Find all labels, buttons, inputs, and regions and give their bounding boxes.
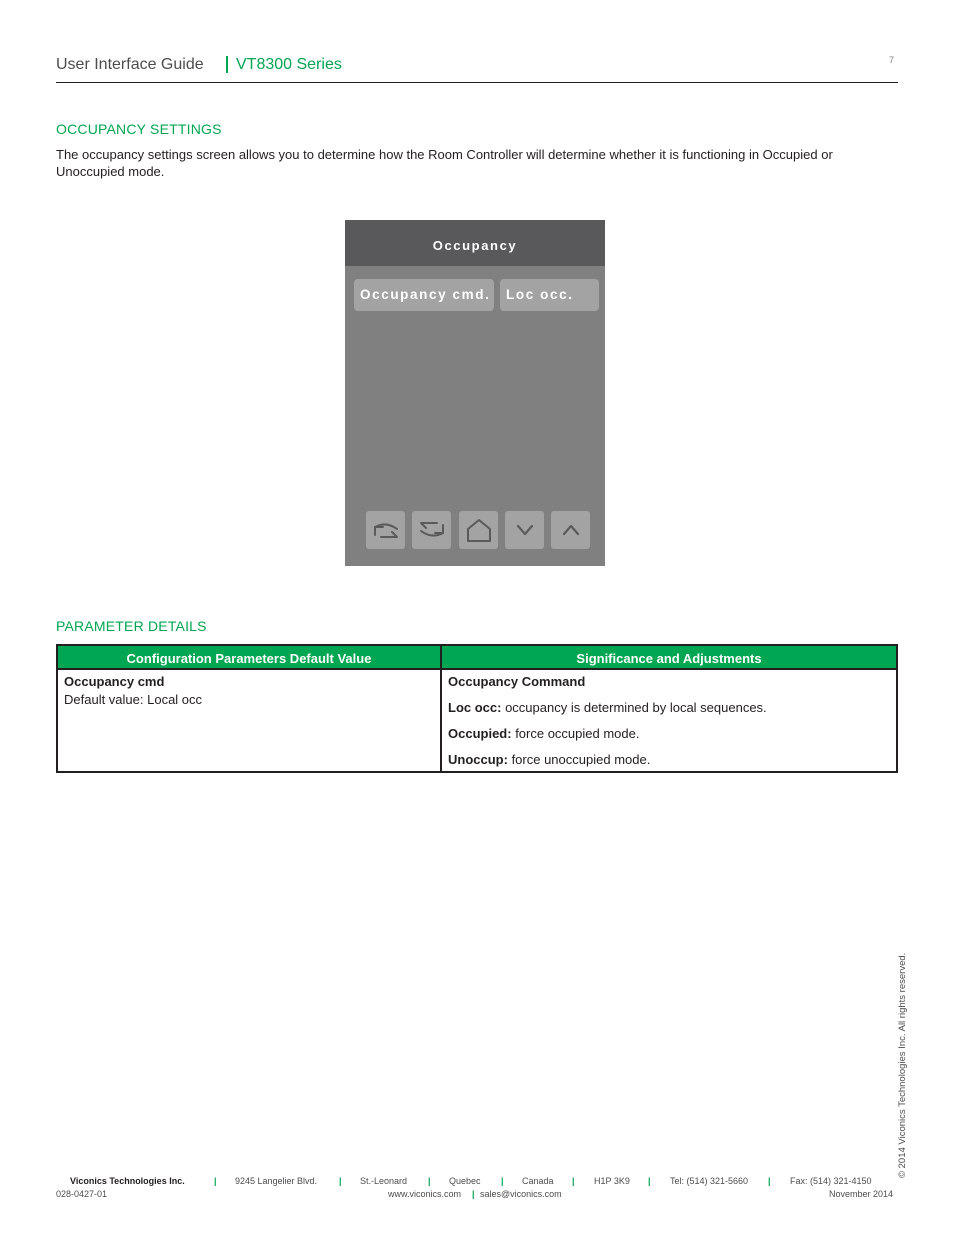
option-label: Occupied: xyxy=(448,726,512,741)
option-label: Loc occ: xyxy=(448,700,502,715)
footer-country: Canada xyxy=(522,1176,554,1186)
redo-button[interactable] xyxy=(412,511,451,549)
option-text: force unoccupied mode. xyxy=(507,752,651,767)
page-number: 7 xyxy=(889,55,895,65)
footer-separator: | xyxy=(768,1176,771,1186)
footer-date: November 2014 xyxy=(829,1189,894,1199)
significance-cell xyxy=(441,669,897,772)
option-loc-occ xyxy=(448,699,890,717)
table-header-significance: Significance and Adjustments xyxy=(441,645,897,669)
footer-email[interactable]: sales@viconics.com xyxy=(480,1189,562,1199)
option-text: force occupied mode. xyxy=(511,726,640,741)
footer-tel: Tel: (514) 321-5660 xyxy=(670,1176,749,1186)
screen-title: Occupancy xyxy=(345,220,605,266)
significance-heading: Occupancy Command xyxy=(448,674,586,689)
parameter-table xyxy=(56,644,898,773)
footer-separator: | xyxy=(572,1176,575,1186)
copyright-notice: © 2014 Viconics Technologies Inc. All rights reserved. xyxy=(897,952,908,1178)
footer-postal: H1P 3K9 xyxy=(594,1176,630,1186)
undo-icon xyxy=(372,519,400,541)
footer-city: St.-Leonard xyxy=(360,1176,408,1186)
footer-doc-number: 028-0427-01 xyxy=(56,1189,108,1199)
page-header xyxy=(56,55,898,83)
footer-address xyxy=(56,1176,898,1188)
device-screen xyxy=(345,220,605,566)
down-button[interactable] xyxy=(505,511,544,549)
occupancy-cmd-button[interactable]: Occupancy cmd. xyxy=(354,279,494,311)
occupancy-settings-title: OCCUPANCY SETTINGS xyxy=(56,121,222,137)
footer-separator: | xyxy=(428,1176,431,1186)
footer-fax: Fax: (514) 321-4150 xyxy=(790,1176,872,1186)
option-occupied xyxy=(448,725,890,743)
occupancy-settings-intro: The occupancy settings screen allows you to determine how the Room Controller will determine whether it is functioning in Occupied or Unoccupied mode. xyxy=(56,147,833,179)
home-button[interactable] xyxy=(459,511,498,549)
footer-province: Quebec xyxy=(449,1176,481,1186)
option-label: Unoccup: xyxy=(448,752,508,767)
option-text: occupancy is determined by local sequences. xyxy=(501,700,767,715)
guide-title: User Interface Guide xyxy=(56,56,204,73)
home-icon xyxy=(465,517,493,543)
footer-website[interactable]: www.viconics.com xyxy=(388,1189,462,1199)
parameter-name: Occupancy cmd xyxy=(64,674,165,689)
undo-button[interactable] xyxy=(366,511,405,549)
parameter-cell xyxy=(57,669,441,772)
parameter-details-title: PARAMETER DETAILS xyxy=(56,618,207,634)
footer-separator: | xyxy=(339,1176,342,1186)
footer-separator: | xyxy=(214,1176,217,1186)
table-row xyxy=(57,669,897,772)
option-unoccup xyxy=(448,751,890,769)
series-title: VT8300 Series xyxy=(226,56,342,73)
chevron-down-icon xyxy=(515,523,535,537)
redo-icon xyxy=(418,519,446,541)
footer-separator: | xyxy=(501,1176,504,1186)
footer-meta xyxy=(56,1189,898,1201)
footer-separator: | xyxy=(648,1176,651,1186)
up-button[interactable] xyxy=(551,511,590,549)
parameter-default: Default value: Local occ xyxy=(64,692,203,707)
chevron-up-icon xyxy=(561,523,581,537)
footer-street: 9245 Langelier Blvd. xyxy=(235,1176,318,1186)
loc-occ-button[interactable]: Loc occ. xyxy=(500,279,599,311)
footer-separator: | xyxy=(472,1189,475,1199)
footer-company: Viconics Technologies Inc. xyxy=(70,1176,185,1186)
table-header-config: Configuration Parameters Default Value xyxy=(57,645,441,669)
